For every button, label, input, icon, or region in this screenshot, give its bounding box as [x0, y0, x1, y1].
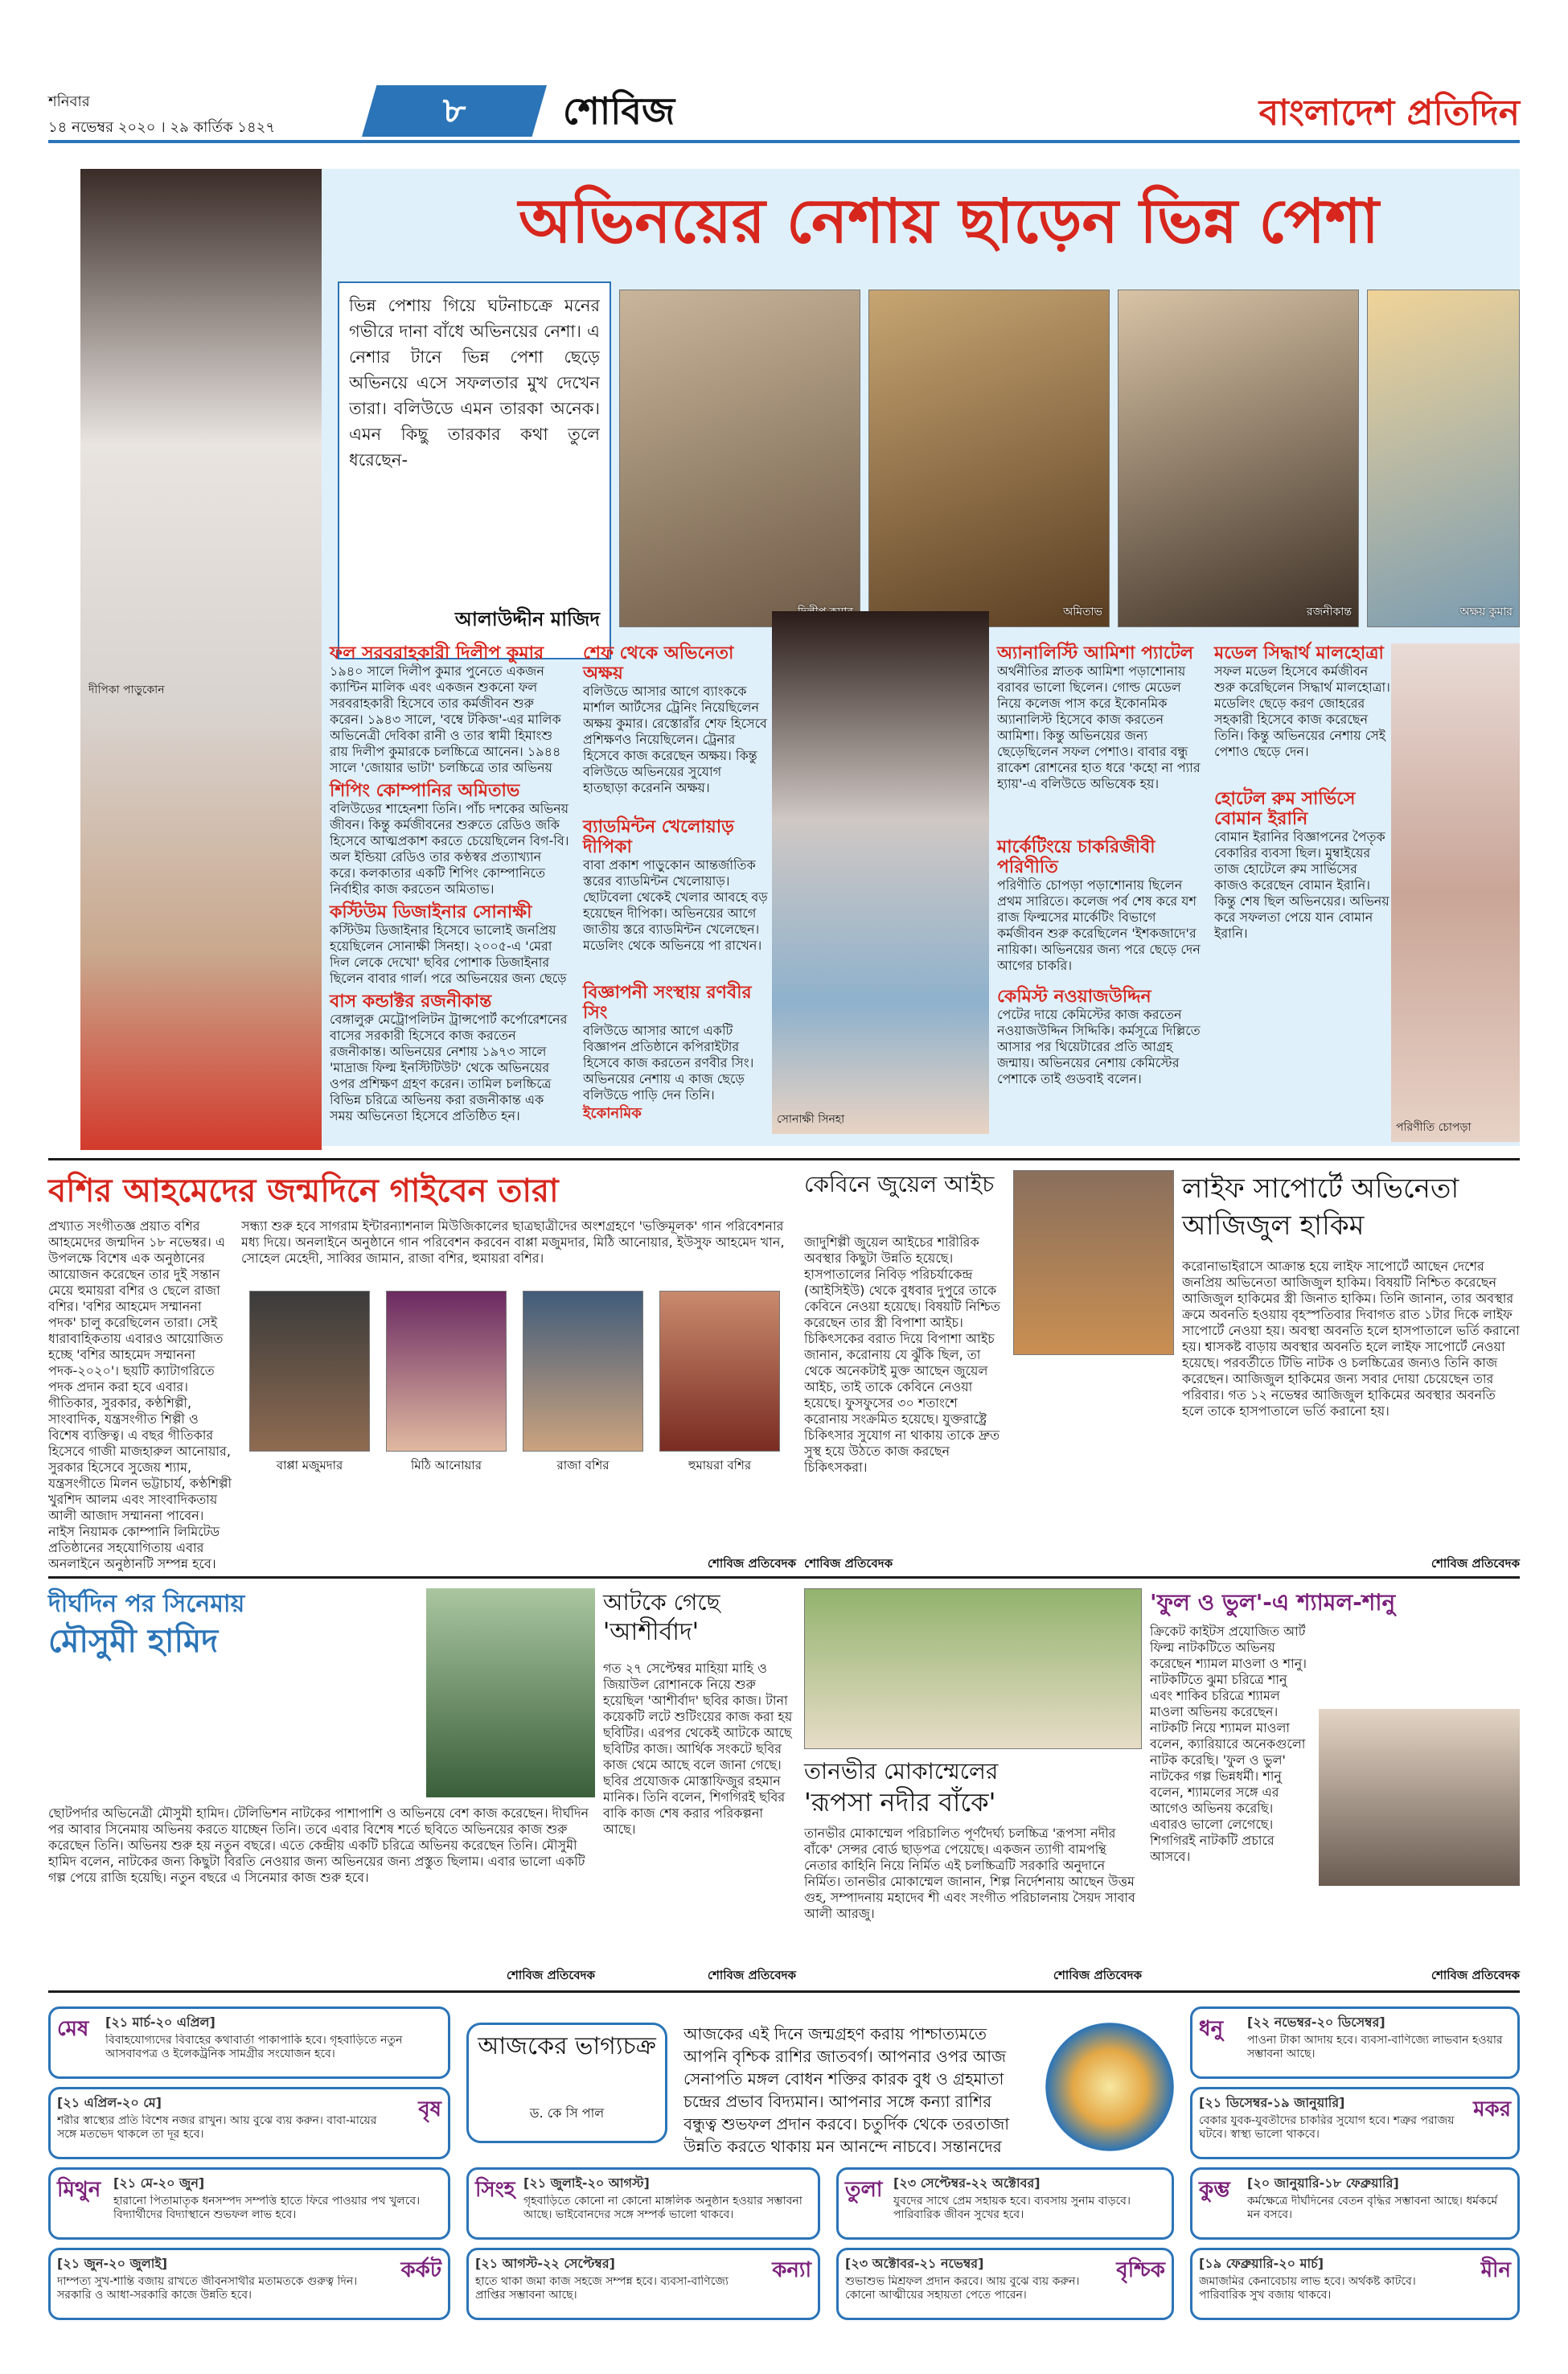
sign-text: জমাজমির কেনাবেচায় লাভ হবে। অর্থকষ্ট কাটবে। পারিবারিক সুখ বজায় থাকবে। [1199, 2275, 1416, 2302]
azizul-story [1013, 1170, 1520, 1572]
story-text: করোনাভাইরাসে আক্রান্ত হয়ে লাইফ সাপোর্টে আছেন দেশের জনপ্রিয় অভিনেতা আজিজুল হাকিম। বিষয়টি নিশ্চিত করেছেন আজিজুল হাকিমের স্ত্রী জিনাত হাকিম। তিনি জানান, তার অবস্থার ক্রমে অবনতি হওয়ায় বৃহস্পতিবার দিবাগত রাত ১টার দিকে লাইফ সাপোর্টে নেওয়া হয়। অবস্থা অবনতি হলে হাসপাতালে ভর্তি করানো হয়। শ্বাসকষ্ট বাড়ায় অবস্থার অবনতি হলে লাইফ সাপোর্টে নেওয়া হয়েছে। পরবর্তীতে টিভি নাটক ও চলচ্চিত্রের জন্যও তিনি কাজ করেছেন। আজিজুল হাকিমের জন্য সবার দোয়া চেয়েছেন তার পরিবার। গত ১২ নভেম্বর আজিজুল হাকিমের অবস্থার অবনতি হলে তাকে হাসপাতালে ভর্তি করানো হয়। [1182, 1259, 1520, 1419]
sign-name: তুলা [845, 2178, 883, 2202]
section-text: কস্টিউম ডিজাইনার হিসেবে ভালোই জনপ্রিয় হয়েছিলেন সোনাক্ষী সিনহা। ২০০৫-এ 'মেরা দিল লেকে দেখো' ছবির পোশাক ডিজাইনার ছিলেন বাবার গার্ল। পরে অভিনয়ের জন্য ছেড়ে [330, 922, 567, 986]
ashirbad-story [603, 1588, 796, 1982]
story-headline: 'ফুল ও ভুল'-এ শ্যামল-শানু [1150, 1589, 1396, 1616]
sign-date: [২১ এপ্রিল-২০ মে] [57, 2095, 162, 2110]
story-text: সন্ধ্যা শুরু হবে সাগরাম ইন্টারন্যাশনাল মিউজিকালের ছাত্রছাত্রীদের অংশগ্রহণে 'ভক্তিমূলক' গান পরিবেশনার মধ্য দিয়ে। অনলাইনে অনুষ্ঠানে গান পরিবেশন করবেন বাপ্পা মজুমদার, মিঠি আনোয়ার, ইউসুফ আহমেদ খান, সোহেল মেহেদী, সাব্বির জামান, রাজা বশির, হুমায়রা বশির। [241, 1218, 785, 1266]
sign-singha [466, 2167, 820, 2240]
sign-makar [1190, 2087, 1520, 2159]
photo-amitabh [868, 290, 1110, 627]
zodiac-wheel-icon [1045, 2023, 1174, 2151]
section-text: বাবা প্রকাশ পাড়ুকোন আন্তর্জাতিক স্তরের ব্যাডমিন্টন খেলোয়াড়। ছোটবেলা থেকেই খেলার আবহে বড় হয়েছেন দীপিকা। অভিনয়ের আগে জাতীয় স্তরে ব্যাডমিন্টন খেলেছেন। মডেলিং থেকে অভিনয়ে পা রাখেন। [583, 857, 768, 953]
sign-dhanu [1190, 2006, 1520, 2079]
sign-text: দাম্পত্য সুখ-শান্তি বজায় রাখতে জীবনসাথীর মতামতকে গুরুত্ব দিন। সরকারি ও আধা-সরকারি কাজে উন্নতি হবে। [57, 2275, 358, 2302]
photo-caption: অক্ষয় কুমার [1459, 606, 1513, 618]
page-number: ৮ [442, 90, 466, 131]
lead-byline: আলাউদ্দীন মাজিদ [454, 608, 600, 630]
sign-text: হাতে থাকা জমা কাজ সহজে সম্পন্ন হবে। ব্যবসা-বাণিজ্যে প্রাপ্তির সম্ভাবনা আছে। [475, 2275, 729, 2302]
horoscope-author: ড. কে সি পাল [529, 2105, 605, 2121]
sign-name: কর্কট [400, 2258, 441, 2282]
photo-rajinikanth [1118, 290, 1359, 627]
photo-deepika [80, 169, 322, 1150]
section-title: ফল সরবরাহকারী দিলীপ কুমার [330, 643, 544, 663]
sign-text: কর্মক্ষেত্রে দীর্ঘদিনের বেতন বৃদ্ধির সম্ভাবনা আছে। ধর্মকর্মে মন বসবে। [1247, 2195, 1498, 2221]
sign-name: ধনু [1199, 2017, 1224, 2041]
story-text: ক্রিকেট কাইটস প্রযোজিত আর্ট ফিল্ম নাটকটিতে অভিনয় করেছেন শ্যামল মাওলা ও শানু। নাটকটিতে ঝুমা চরিত্রে শানু এবং শাকিব চরিত্রে শ্যামল মাওলা অভিনয় করেছেন। নাটকটি নিয়ে শ্যামল মাওলা বলেন, ক্যারিয়ারে অনেকগুলো নাটক করেছি। 'ফুল ও ভুল' নাটকের গল্প ভিন্নধর্মী। শানু বলেন, শ্যামলের সঙ্গে এর আগেও অভিনয় করেছি। এবারও ভালো লেগেছে। শিগগিরই নাটকটি প্রচারে আসবে। [1150, 1624, 1307, 1864]
photo-rupsha [804, 1588, 1142, 1749]
section-title: মার্কেটিংয়ে চাকরিজীবী পরিণীতি [997, 837, 1155, 877]
sign-date: [২১ ডিসেম্বর-১৯ জানুয়ারি] [1199, 2095, 1345, 2110]
shamol-story [1150, 1588, 1520, 1982]
sign-name: মেষ [57, 2017, 89, 2041]
photo-caption: পরিণীতি চোপড়া [1396, 1121, 1472, 1134]
section-footer-label: ইকোনমিক [583, 1105, 642, 1122]
sign-text: বিবাহযোগ্যদের বিবাহের কথাবার্তা পাকাপাকি হবে। গৃহবাড়িতে নতুন আসবাবপত্র ও ইলেকট্রনিক সামগ্রীর সংযোজন হবে। [105, 2034, 403, 2060]
section-text: সফল মডেল হিসেবে কর্মজীবন শুরু করেছিলেন সিদ্ধার্থ মালহোত্রা। মডেলিং ছেড়ে করণ জোহরের সহকারী হিসেবে কাজ করেছেন তিনি। কিন্তু অভিনয়ের নেশায় সেই পেশাও ছেড়ে দেন। [1214, 663, 1390, 759]
sign-name: সিংহ [475, 2178, 515, 2202]
sign-date: [২১ মে-২০ জুন] [113, 2175, 205, 2191]
sign-name: বৃশ্চিক [1116, 2258, 1165, 2282]
section-text: ১৯৪০ সালে দিলীপ কুমার পুনেতে একজন ক্যান্টিন মালিক এবং একজন শুকনো ফল সরবরাহকারী হিসেবে তার কর্মজীবন শুরু করেন। ১৯৪৩ সালে, 'বম্বে টকিজ'-এর মালিক অভিনেত্রী দেবিকা রানী ও তার স্বামী হিমাংশু রায় দিলীপ কুমারকে চলচ্চিত্রে আনেন। ১৯৪৪ সালে 'জোয়ার ভাটা' চলচ্চিত্রে তার অভিনয় [330, 663, 561, 775]
section-divider [48, 1990, 1520, 1993]
photo-caption: রাজা বশির [556, 1458, 610, 1472]
photo-caption: বাপ্পা মজুমদার [276, 1458, 343, 1472]
horoscope-intro: আজকের এই দিনে জন্মগ্রহণ করায় পাশ্চাত্যমতে আপনি বৃশ্চিক রাশির জাতবর্গ। আপনার ওপর আজ সেনাপতি মঙ্গল বোধন শক্তির কারক বুধ ও গ্রহমাতা চন্দ্রের প্রভাব বিদ্যমান। আপনার সঙ্গে কন্যা রাশির বন্ধুত্ব শুভফল প্রদান করবে। চতুর্দিক থেকে তরতাজা উন্নতি করতে থাকায় মন আনন্দে নাচবে। সন্তানদের [683, 2024, 1010, 2156]
photo-mousumi [426, 1588, 595, 1797]
photo-akshay [1367, 290, 1520, 627]
lead-headline: অভিনয়ের নেশায় ছাড়েন ভিন্ন পেশা [519, 185, 1379, 257]
sign-date: [১৯ ফেব্রুয়ারি-২০ মার্চ] [1199, 2256, 1324, 2271]
story-text: জাদুশিল্পী জুয়েল আইচের শারীরিক অবস্থার কিছুটা উন্নতি হয়েছে। হাসপাতালের নিবিড় পরিচর্যাকেন্দ্র (আইসিইউ) থেকে বুধবার দুপুরে তাকে কেবিনে নেওয়া হয়েছে। বিষয়টি নিশ্চিত করেছেন তার স্ত্রী বিপাশা আইচ। চিকিৎসকের বরাত দিয়ে বিপাশা আইচ জানান, করোনায় যে ঝুঁকি ছিল, তা থেকে অনেকটাই মুক্ত আছেন জুয়েল আইচ, তাই তাকে কেবিনে নেওয়া হয়েছে। ফুসফুসের ৩০ শতাংশে করোনায় সংক্রমিত হয়েছে। যুক্তরাষ্ট্রে চিকিৎসার সুযোগ না থাকায় তাকে দ্রুত সুস্থ হয়ে উঠতে কাজ করছেন চিকিৎসকরা। [804, 1234, 1000, 1475]
section-title: কেমিস্ট নওয়াজউদ্দিন [997, 987, 1151, 1007]
sign-date: [২২ নভেম্বর-২০ ডিসেম্বর] [1247, 2015, 1385, 2030]
photo-shamol-shanu [1319, 1709, 1520, 1886]
sign-date: [২১ আগস্ট-২২ সেপ্টেম্বর] [475, 2256, 615, 2271]
sign-text: হারানো পিতামাতৃক ধনসম্পদ সম্পত্তি হাতে ফিরে পাওয়ার পথ খুলবে। বিদ্যার্থীদের বিদ্যাস্থানে শুভফল লাভ হবে। [113, 2195, 421, 2221]
photo-bappa [249, 1291, 370, 1452]
story-signoff: শোবিজ প্রতিবেদক [707, 1968, 796, 1982]
tanvir-story [804, 1588, 1142, 1982]
story-headline: মৌসুমী হামিদ [48, 1623, 219, 1660]
story-headline: বশির আহমেদের জন্মদিনে গাইবেন তারা [48, 1173, 559, 1210]
section-title: বিজ্ঞাপনী সংস্থায় রণবীর সিং [583, 983, 752, 1023]
section-title: বাস কন্ডাক্টর রজনীকান্ত [330, 992, 492, 1012]
section-title: ব্যাডমিন্টন খেলোয়াড় দীপিকা [583, 817, 734, 857]
story-signoff: শোবিজ প্রতিবেদক [506, 1968, 595, 1982]
story-text: প্রখ্যাত সংগীতজ্ঞ প্রয়াত বশির আহমেদের জন্মদিন ১৮ নভেম্বর। এ উপলক্ষে বিশেষ এক অনুষ্ঠানের আয়োজন করেছেন তার দুই সন্তান মেয়ে হুমায়রা বশির ও ছেলে রাজা বশির। 'বশির আহমেদ সম্মাননা পদক' চালু করেছিলেন তারা। সেই ধারাবাহিকতায় এবারও আয়োজিত হচ্ছে 'বশির আহমেদ সম্মাননা পদক-২০২০'। ছয়টি ক্যাটাগরিতে পদক প্রদান করা হবে এবার। গীতিকার, সুরকার, কণ্ঠশিল্পী, সাংবাদিক, যন্ত্রসংগীত শিল্পী ও বিশেষ ব্যক্তিত্ব। এ বছর গীতিকার হিসেবে গাজী মাজহারুল আনোয়ার, সুরকার হিসেবে সুজেয় শ্যাম, যন্ত্রসংগীতে মিলন ভট্টাচার্য, কণ্ঠশিল্পী খুরশিদ আলম এবং সাংবাদিকতায় আলী আজাদ সম্মাননা পাবেন। নাইস নিয়ামক কোম্পানি লিমিটেড প্রতিষ্ঠানের সহযোগিতায় এবার অনলাইনে অনুষ্ঠানটি সম্পন্ন হবে। [48, 1218, 232, 1571]
sign-name: মিথুন [57, 2178, 101, 2202]
story-headline: লাইফ সাপোর্টে অভিনেতা আজিজুল হাকিম [1182, 1173, 1459, 1242]
section-divider [48, 1158, 1520, 1160]
sign-mithun [48, 2167, 450, 2240]
sign-name: কুম্ভ [1199, 2178, 1230, 2202]
photo-sonakshi [772, 611, 989, 1134]
story-text: গত ২৭ সেপ্টেম্বর মাহিয়া মাহি ও জিয়াউল রোশানকে নিয়ে শুরু হয়েছিল 'আশীর্বাদ' ছবির কাজ। টানা কয়েকটি লটে শুটিংয়ের কাজ করা হয় ছবিটির। এরপর থেকেই আটকে আছে ছবিটির কাজ। আর্থিক সংকটে ছবির কাজ থেমে আছে বলে জানা গেছে। ছবির প্রযোজক মোস্তাফিজুর রহমান মানিক। তিনি বলেন, শিগগিরই ছবির বাকি কাজ শেষ করার পরিকল্পনা আছে। [603, 1661, 793, 1837]
sign-kanya [466, 2248, 820, 2320]
sign-meen [1190, 2248, 1520, 2320]
photo-mithi [386, 1291, 507, 1452]
sign-date: [২১ জুন-২০ জুলাই] [57, 2256, 168, 2271]
sign-text: যুবদের সাথে প্রেম সহায়ক হবে। ব্যবসায় সুনাম বাড়বে। পারিবারিক জীবন সুখের হবে। [893, 2195, 1131, 2221]
story-text: ছোটপর্দার অভিনেত্রী মৌসুমী হামিদ। টেলিভিশন নাটকের পাশাপাশি ও অভিনয়ে বেশ কাজ করেছেন। দীর্ঘদিন পর আবার সিনেমায় অভিনয় করতে যাচ্ছেন তিনি। তবে এবার বিশেষ শর্তে ছবিতে অভিনয়ের কাজ শুরু করেছেন তিনি। অভিনয় শুরু হয় নতুন বছরে। এতে কেন্দ্রীয় একটি চরিত্রে অভিনয় করেছেন তিনি। মৌসুমী হামিদ বলেন, নাটকের জন্য কিছুটা বিরতি নেওয়ার জন্য অভিনয়ের জন্য প্রস্তুত ছিলাম। এবার ভালো একটি গল্প পেয়ে রাজি হয়েছি। নতুন বছরে এ সিনেমার কাজ শুরু হবে। [48, 1805, 589, 1885]
section-title: কস্টিউম ডিজাইনার সোনাক্ষী [330, 902, 532, 922]
photo-caption: রজনীকান্ত [1306, 606, 1352, 618]
section-text: অর্থনীতির স্নাতক আমিশা পড়াশোনায় বরাবর ভালো ছিলেন। গোল্ড মেডেল নিয়ে কলেজ পাস করে ইকোনমিক অ্যানালিস্ট হিসেবে কাজ করতেন আমিশা। কিন্তু অভিনয়ের জন্য ছেড়েছিলেন সফল পেশাও। বাবার বন্ধু রাকেশ রোশনের হাত ধরে 'কহো না প্যার হ্যায়'-এ বলিউডে অভিষেক হয়। [997, 663, 1201, 791]
section-title: শিপিং কোম্পানির অমিতাভ [330, 781, 520, 801]
photo-azizul [1013, 1170, 1174, 1355]
horoscope [48, 1998, 1520, 2368]
sign-text: গৃহবাড়িতে কোনো না কোনো মাঙ্গলিক অনুষ্ঠান হওয়ার সম্ভাবনা আছে। ভাইবোনদের সঙ্গে সম্পর্ক ভালো থাকবে। [523, 2195, 802, 2221]
photo-caption: দীপিকা পাড়ুকোন [88, 684, 165, 696]
section-title: মডেল সিদ্ধার্থ মালহোত্রা [1214, 643, 1384, 663]
horoscope-title: আজকের ভাগ্যচক্র [478, 2032, 656, 2060]
photo-raja [523, 1291, 643, 1452]
sign-name: মীন [1480, 2258, 1511, 2282]
lead-col-1 [330, 643, 571, 1134]
mousumi-story [48, 1588, 595, 1982]
photo-caption: মিঠি আনোয়ার [411, 1458, 482, 1472]
story-text: তানভীর মোকাম্মেল পরিচালিত পূর্ণদৈর্ঘ্য চলচ্চিত্র 'রূপসা নদীর বাঁকে' সেন্সর বোর্ড ছাড়পত্র পেয়েছে। একজন ত্যাগী বামপন্থি নেতার কাহিনি নিয়ে নির্মিত এই চলচ্চিত্রটি সরকারি অনুদানে নির্মিত। তানভীর মোকাম্মেল জানান, শিল্প নির্দেশনায় আছেন উত্তম গুহ, সম্পাদনায় মহাদেব শী এবং সংগীত পরিচালনায় সৈয়দ সাবাব আলী আরজু। [804, 1826, 1135, 1921]
section-title: শোবিজ [563, 89, 675, 133]
sign-tula [836, 2167, 1174, 2240]
sign-kumbha [1190, 2167, 1520, 2240]
newspaper-logo: বাংলাদেশ প্রতিদিন [1258, 92, 1520, 133]
photo-caption: হুমায়রা বশির [688, 1458, 752, 1472]
sign-name: মকর [1473, 2097, 1511, 2121]
sign-date: [২০ জানুয়ারি-১৮ ফেব্রুয়ারি] [1247, 2175, 1399, 2191]
section-divider [48, 1576, 1520, 1579]
section-text: বলিউডে আসার আগে একটি বিজ্ঞাপন প্রতিষ্ঠানে কপিরাইটার হিসেবে কাজ করতেন রণবীর সিং। অভিনয়ের নেশায় এ কাজ ছেড়ে বলিউডে পাড়ি দেন তিনি। [583, 1023, 754, 1103]
story-headline: দীর্ঘদিন পর সিনেমায় [48, 1590, 245, 1618]
sign-mesh [48, 2006, 450, 2079]
story-signoff: শোবিজ প্রতিবেদক [1430, 1556, 1520, 1571]
sign-brish [48, 2087, 450, 2159]
sign-text: বেকার যুবক-যুবতীদের চাকরির সুযোগ হবে। শত্রুর পরাজয় ঘটবে। স্বাস্থ্য ভালো থাকবে। [1199, 2114, 1455, 2141]
basir-story [48, 1170, 796, 1572]
story-signoff: শোবিজ প্রতিবেদক [707, 1556, 796, 1571]
section-text: বেঙ্গালুরু মেট্রোপলিটন ট্রান্সপোর্ট কর্পোরেশনের বাসের সরকারী হিসেবে কাজ করতেন রজনীকান্ত। অভিনয়ের নেশায় ১৯৭৩ সালে 'মাদ্রাজ ফিল্ম ইনস্টিটিউট' থেকে অভিনয়ের ওপর প্রশিক্ষণ গ্রহণ করেন। তামিল চলচ্চিত্রে বিভিন্ন চরিত্রে অভিনয় করা রজনীকান্ত এক সময় অভিনেতা হিসেবে প্রতিষ্ঠিত হন। [330, 1012, 568, 1123]
sign-text: পাওনা টাকা আদায় হবে। ব্যবসা-বাণিজ্যে লাভবান হওয়ার সম্ভাবনা আছে। [1247, 2034, 1503, 2060]
sign-brishchik [836, 2248, 1174, 2320]
section-text: পরিণীতি চোপড়া পড়াশোনায় ছিলেন প্রথম সারিতে। কলেজ পর্ব শেষ করে যশ রাজ ফিল্মসের মার্কেটিং বিভাগে কর্মজীবন শুরু করেছিলেন 'ইশকজাদে'র নায়িকা। অভিনয়ের জন্য পরে ছেড়ে দেন আগের চাকরি। [997, 877, 1201, 973]
sign-text: শুভাশুভ মিশ্রফল প্রদান করবে। আয় বুঝে ব্যয় করুন। কোনো আত্মীয়ের সহায়তা পেতে পারেন। [845, 2275, 1080, 2302]
sign-date: [২৩ অক্টোবর-২১ নভেম্বর] [845, 2256, 984, 2271]
sign-date: [২৩ সেপ্টেম্বর-২২ অক্টোবর] [893, 2175, 1041, 2191]
story-headline: 'আশীর্বাদ' [603, 1618, 699, 1646]
lead-col-4 [1214, 643, 1391, 965]
section-title: শেফ থেকে অভিনেতা অক্ষয় [583, 643, 734, 684]
photo-caption: সোনাক্ষী সিনহা [777, 1113, 845, 1126]
section-title: অ্যানালিস্টি আমিশা প্যাটেল [997, 643, 1194, 663]
masthead [48, 80, 1520, 153]
photo-parineeti [1391, 643, 1520, 1142]
story-headline: আটকে গেছে [603, 1589, 720, 1616]
sign-karkat [48, 2248, 450, 2320]
photo-humayra [659, 1291, 780, 1452]
section-text: বলিউডে আসার আগে ব্যাংককে মার্শাল আর্টসের ট্রেনিং নিয়েছিলেন অক্ষয় কুমার। রেস্তোরাঁর শেফ হিসেবে প্রশিক্ষণও নিয়েছিলেন। ট্রেনার হিসেবে কাজ করেছেন অক্ষয়। কিন্তু বলিউডে অভিনয়ের সুযোগ হাতছাড়া করেননি অক্ষয়। [583, 684, 767, 795]
story-signoff: শোবিজ প্রতিবেদক [804, 1556, 893, 1571]
lead-intro: ভিন্ন পেশায় গিয়ে ঘটনাচক্রে মনের গভীরে দানা বাঁধে অভিনয়ের নেশা। এ নেশার টানে ভিন্ন পেশা ছেড়ে অভিনয়ে এসে সফলতার মুখ দেখেন তারা। বলিউডে এমন তারকা অনেক। এমন কিছু তারকার কথা তুলে ধরেছেন- [349, 296, 600, 470]
section-text: বোমান ইরানির বিজ্ঞাপনের পৈতৃক বেকারির ব্যবসা ছিল। মুম্বাইয়ের তাজ হোটেলে রুম সার্ভিসের কাজও করেছেন বোমান ইরানি। কিন্তু শেষ ছিল অভিনয়ের। অভিনয় করে সফলতা পেয়ে যান বোমান ইরানি। [1214, 829, 1389, 941]
masthead-date: ১৪ নভেম্বর ২০২০ । ২৯ কার্তিক ১৪২৭ [48, 119, 276, 136]
lead-intro-box [338, 281, 611, 659]
sign-name: কন্যা [772, 2258, 811, 2282]
section-text: বলিউডের শাহেনশা তিনি। পাঁচ দশকের অভিনয় জীবন। কিন্তু কর্মজীবনের শুরুতে রেডিও জকি হিসেবে আত্মপ্রকাশ করতে চেয়েছিলেন বিগ-বি। অল ইন্ডিয়া রেডিও তার কণ্ঠস্বর প্রত্যাখ্যান করে। কলকাতার একটি শিপিং কোম্পানিতে নির্বাহীর কাজ করতেন অমিতাভ। [330, 801, 569, 897]
photo-dilip [619, 290, 860, 627]
sign-date: [২১ মার্চ-২০ এপ্রিল] [105, 2015, 215, 2030]
lead-feature [80, 161, 1520, 1150]
masthead-weekday: শনিবার [48, 93, 90, 110]
story-headline: 'রূপসা নদীর বাঁকে' [804, 1787, 996, 1817]
lead-col-2 [583, 643, 768, 1134]
sign-date: [২১ জুলাই-২০ আগস্ট] [523, 2175, 650, 2191]
story-headline: কেবিনে জুয়েল আইচ [804, 1171, 995, 1197]
sign-name: বৃষ [418, 2097, 441, 2121]
story-signoff: শোবিজ প্রতিবেদক [1430, 1968, 1520, 1982]
jewel-story [804, 1170, 1005, 1572]
lead-col-3 [997, 643, 1206, 1134]
story-headline: তানভীর মোকাম্মেলের [804, 1758, 999, 1785]
section-text: পেটের দায়ে কেমিস্টের কাজ করতেন নওয়াজউদ্দিন সিদ্দিকি। কর্মসূত্রে দিল্লিতে আসার পর থিয়েটারের প্রতি আগ্রহ জন্মায়। অভিনয়ের নেশায় কেমিস্টের পেশাকে তাই গুডবাই বলেন। [997, 1007, 1201, 1086]
masthead-rule [48, 140, 1520, 143]
story-signoff: শোবিজ প্রতিবেদক [1053, 1968, 1142, 1982]
section-title: হোটেল রুম সার্ভিসে বোমান ইরানি [1214, 789, 1356, 829]
sign-text: শরীর স্বাস্থ্যের প্রতি বিশেষ নজর রাখুন। আয় বুঝে ব্যয় করুন। বাবা-মায়ের সঙ্গে মতভেদ থাকলে তা দূর হবে। [57, 2114, 377, 2141]
photo-caption: অমিতাভ [1063, 606, 1102, 618]
